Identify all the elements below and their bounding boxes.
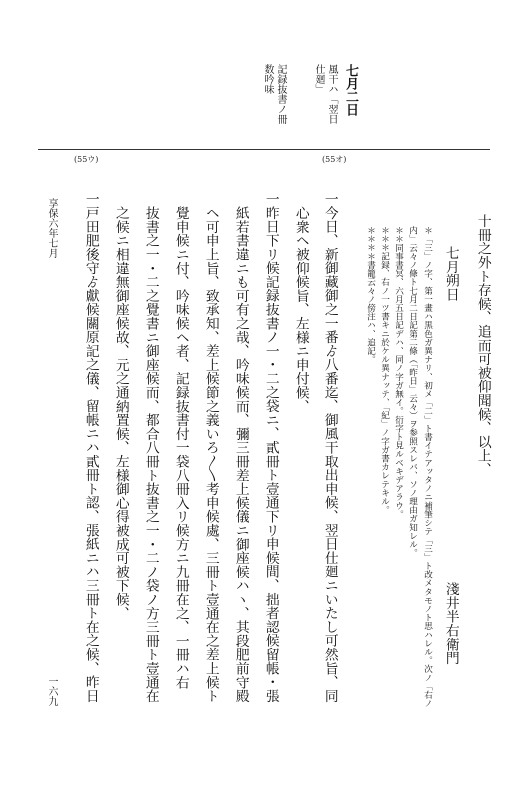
body-line-01: 十冊之外ト存候、追而可被仰聞候、以上、	[474, 214, 491, 477]
upper-note-4: 数吟味	[262, 64, 273, 94]
body-line-07: ヘ可申上旨、致承知、差上候節之義いろ〳〵考申候處、三冊ト壹通在之差上候ト	[202, 206, 219, 703]
editor-note-3: ＊＊同事書冥、六月五日記デハ、同ノ字ガ無イ。衍字ト見ルベキデアラウ。	[393, 226, 404, 519]
folio-mark-right: (55オ)	[322, 155, 347, 164]
body-line-04: 心衆ヘ被仰候旨、左様ニ申付候、	[292, 206, 309, 413]
body-line-06: 紙若書違ニも可有之哉、吟味候而、彌三冊差上候儀ニ御座候ハヽ、其段肥前守殿	[232, 206, 249, 703]
body-line-05: 一昨日下リ候記録抜書ノ一・二之袋ニ、貳冊ト壹通下リ申候間、拙者認候留帳・張	[262, 192, 279, 703]
body-line-08: 覺申候ニ付、吟味候ヘ者、記録抜書付一袋八冊入リ候方ニ九冊在之、一冊ハ右	[172, 206, 189, 689]
body-line-09: 抜書之一・二之覺書ニ御座候而、都合八冊ト抜書之一・二ノ袋ノ方三冊ト壹通在	[142, 206, 159, 703]
page-number: 一六九	[46, 676, 57, 706]
upper-note-3: 記録抜書ノ冊	[275, 64, 286, 124]
upper-date-heading: 七月二日	[343, 64, 358, 116]
editor-note-4: ＊＊＊記録、右ノ一ツ書キニ於ケル異ナッテ、「紀」ノ字ガ書カレテキル。	[379, 226, 390, 515]
editor-note-2: 内」云々ノ條ト七月二日記第二條（「昨日」云々）ヲ参照スレバ、ソノ理由ガ知レル。	[407, 226, 418, 558]
editor-note-1: ＊「三」ノ字、第一畫ハ黒色ガ異ナリ、初メ「二」ト書イテアッタノニ補筆シテ「三」ト改メタモノト思ハレル。次ノ「右ノ	[422, 226, 433, 708]
footer-era: 享保六年七月	[46, 198, 57, 258]
body-line-02-signer: 淺井半右衛門	[442, 582, 459, 665]
upper-note-2: 仕廻」	[313, 64, 324, 94]
body-line-10: 之候ニ相違無御座候故、元之通納置候、左様御心得被成可被下候、	[112, 206, 129, 620]
header-rule	[38, 149, 490, 150]
body-line-03: 一今日、新御藏御之一番ゟ八番迄、御風干取出申候、翌日仕廻ニいたし可然旨、同	[321, 192, 338, 703]
upper-note-1: 風干ハ「翌日	[326, 64, 337, 124]
body-line-11: 一戸田肥後守ゟ獻候關原記之儀、留帳ニハ貳冊ト認、張紙ニハ三冊ト在之候、昨日	[82, 192, 99, 703]
body-line-02: 七月朔日	[442, 246, 459, 302]
editor-note-5: ＊＊＊＊書籠云々ノ傍注ハ、追記。	[365, 226, 376, 364]
folio-mark-left: (55ウ)	[74, 155, 99, 164]
